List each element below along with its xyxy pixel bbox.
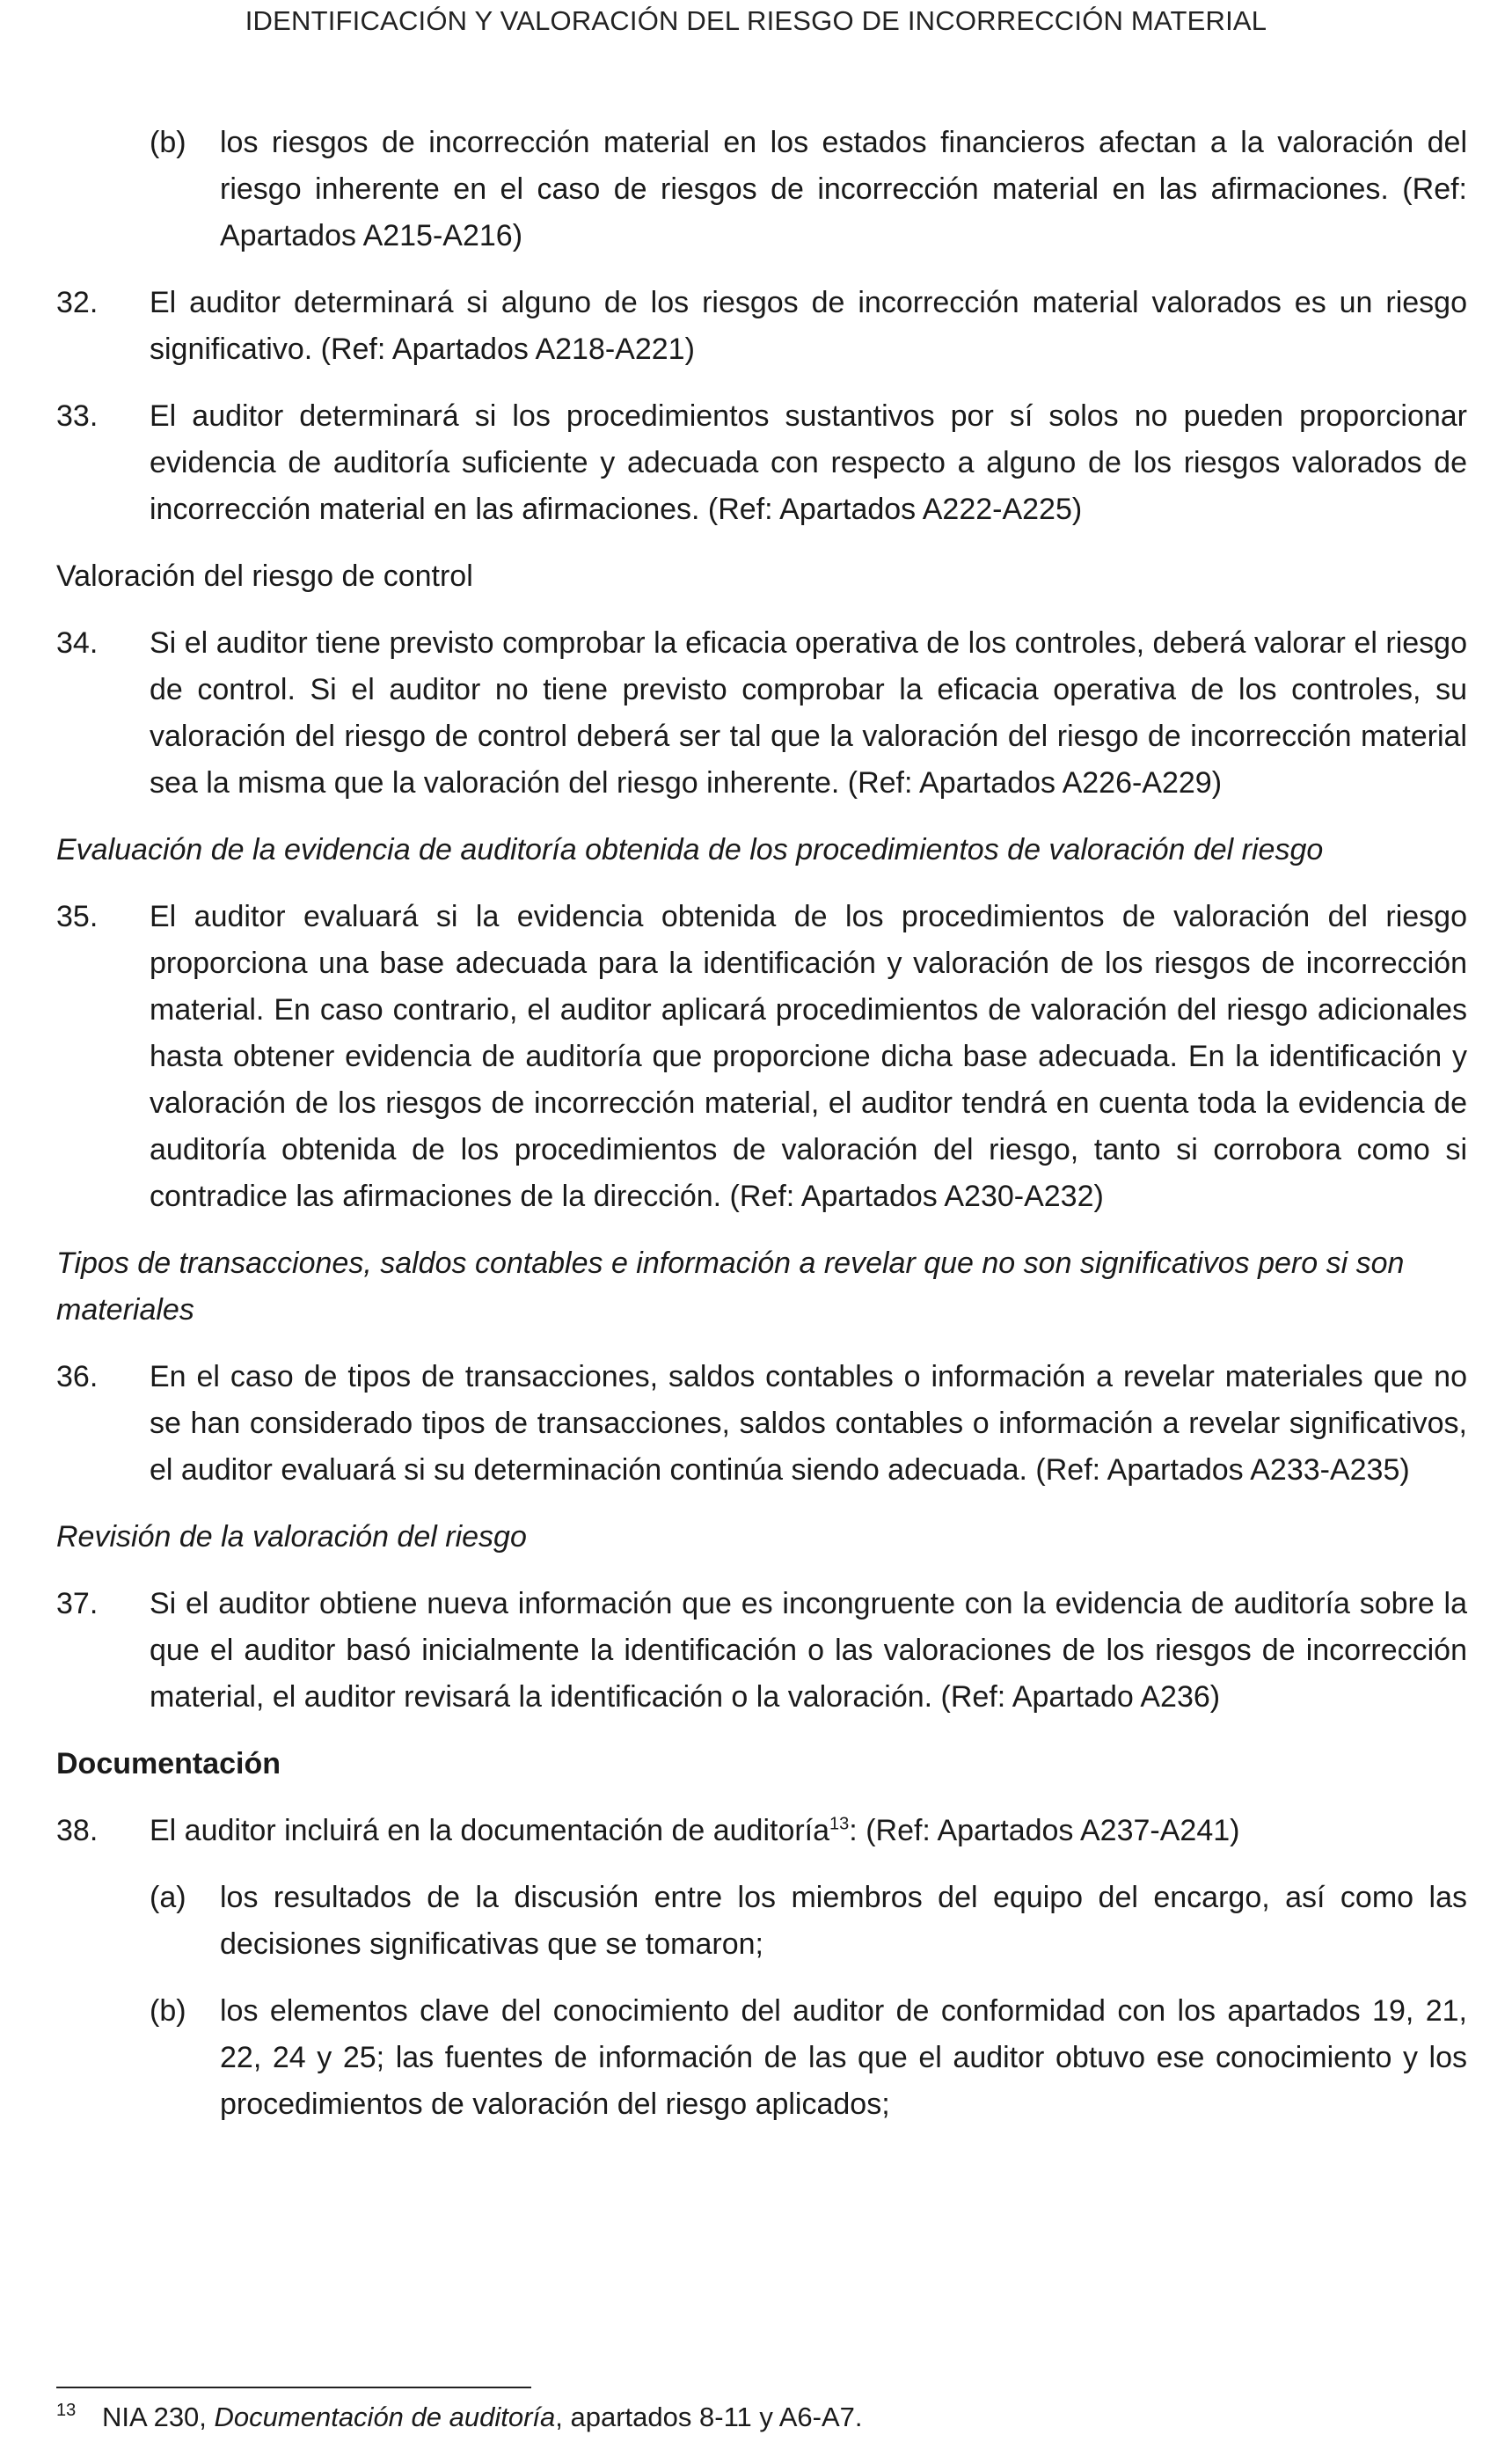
subitem-text: los resultados de la discusión entre los miembros del equipo del encargo, así como las decisiones significativas que se tomaron; [220,1881,1467,1961]
subitem-text: los riesgos de incorrección material en los estados financieros afectan a la valoración del riesgo inherente en el caso de riesgos de incorrección material en las afirmaciones. (Ref: Apartados A215-A216) [220,126,1467,252]
paragraph-text-before: El auditor incluirá en la documentación de auditoría [150,1814,830,1847]
footnote-number: 13 [56,2401,77,2420]
paragraph-text: El auditor determinará si alguno de los riesgos de incorrección material valorados es un riesgo significativo. (Ref: Apartados A218-A221) [150,286,1467,366]
paragraph-number: 35. [56,900,99,933]
footnote-separator [56,2387,531,2388]
heading-evidence-evaluation: Evaluación de la evidencia de auditoría obtenida de los procedimientos de valoración del riesgo [56,833,1324,866]
subitem-text: los elementos clave del conocimiento del auditor de conformidad con los apartados 19, 21, 22, 24 y 25; las fuentes de información de las que el auditor obtuvo ese conocimiento y los procedimientos de valoración del riesgo aplicados; [220,1994,1467,2121]
subitem-38b [150,1988,1467,2128]
heading-transaction-types: Tipos de transacciones, saldos contables e información a revelar que no son significativos pero si son materiales [56,1247,1405,1327]
footnote-reference[interactable]: 13 [829,1814,850,1834]
subitem-label: (b) [150,1994,186,2028]
footnote-13 [56,2397,1467,2438]
subitem-label: (b) [150,126,186,159]
paragraph-36 [56,1354,1467,1494]
subitem-label: (a) [150,1881,186,1914]
paragraph-number: 32. [56,286,99,319]
paragraph-37 [56,1581,1467,1721]
paragraph-text [150,1808,1467,1854]
subitem-38a [150,1875,1467,1968]
subitem-b-top [150,120,1467,260]
footnote-suffix: , apartados 8-11 y A6-A7. [555,2402,863,2432]
paragraph-text: El auditor determinará si los procedimientos sustantivos por sí solos no pueden proporcionar evidencia de auditoría suficiente y adecuada con respecto a alguno de los riesgos valorados de incorrección material en las afirmaciones. (Ref: Apartados A222-A225) [150,399,1467,526]
paragraph-35 [56,894,1467,1220]
paragraph-text-after: : (Ref: Apartados A237-A241) [849,1814,1240,1847]
footnote-prefix: NIA 230, [102,2402,215,2432]
paragraph-number: 33. [56,399,99,433]
paragraph-number: 38. [56,1814,99,1847]
heading-documentation: Documentación [56,1747,281,1780]
heading-risk-revision: Revisión de la valoración del riesgo [56,1520,527,1554]
paragraph-34 [56,620,1467,807]
paragraph-32 [56,280,1467,373]
paragraph-number: 36. [56,1360,99,1393]
paragraph-text: Si el auditor tiene previsto comprobar la eficacia operativa de los controles, deberá valorar el riesgo de control. Si el auditor no tiene previsto comprobar la eficacia operativa de los controles, su valoración del riesgo de control deberá ser tal que la valoración del riesgo de incorrección material sea la misma que la valoración del riesgo inherente. (Ref: Apartados A226-A229) [150,626,1467,800]
paragraph-text: En el caso de tipos de transacciones, saldos contables o información a revelar materiales que no se han considerado tipos de transacciones, saldos contables o información a revelar significativos, el auditor evaluará si su determinación continúa siendo adecuada. (Ref: Apartados A233-A235) [150,1360,1467,1487]
paragraph-text: El auditor evaluará si la evidencia obtenida de los procedimientos de valoración del riesgo proporciona una base adecuada para la identificación y valoración de los riesgos de incorrección material. En caso contrario, el auditor aplicará procedimientos de valoración del riesgo adicionales hasta obtener evidencia de auditoría que proporcione dicha base adecuada. En la identificación y valoración de los riesgos de incorrección material, el auditor tendrá en cuenta toda la evidencia de auditoría obtenida de los procedimientos de valoración del riesgo, tanto si corrobora como si contradice las afirmaciones de la dirección. (Ref: Apartados A230-A232) [150,900,1467,1213]
paragraph-number: 37. [56,1587,99,1620]
paragraph-38 [56,1808,1467,1854]
footnote-title: Documentación de auditoría [214,2402,556,2432]
paragraph-text: Si el auditor obtiene nueva información que es incongruente con la evidencia de auditoría sobre la que el auditor basó inicialmente la identificación o las valoraciones de los riesgos de incorrección material, el auditor revisará la identificación o la valoración. (Ref: Apartado A236) [150,1587,1467,1714]
paragraph-33 [56,393,1467,533]
paragraph-number: 34. [56,626,99,660]
running-header: IDENTIFICACIÓN Y VALORACIÓN DEL RIESGO DE INCORRECCIÓN MATERIAL [245,5,1267,36]
footnote-text [102,2397,1467,2438]
document-body [56,120,1467,2148]
heading-control-risk: Valoración del riesgo de control [56,559,473,593]
